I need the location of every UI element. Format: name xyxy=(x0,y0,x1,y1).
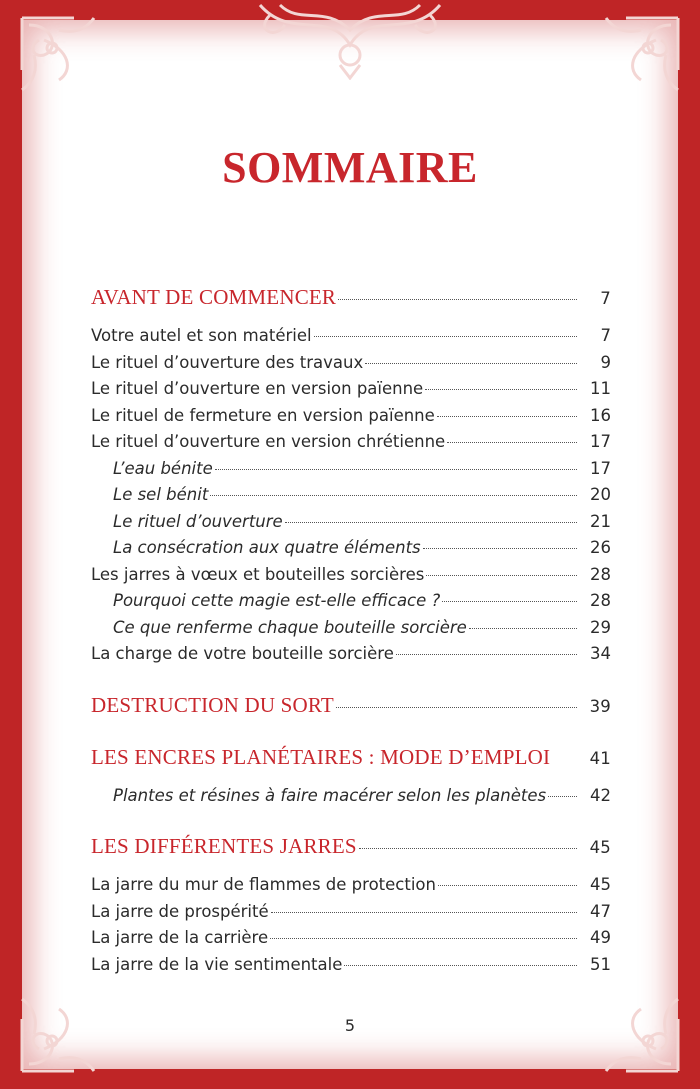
toc-section-encres-planetaires[interactable] xyxy=(91,742,611,772)
top-right-corner-ornament-icon xyxy=(576,10,686,120)
table-of-contents xyxy=(91,282,611,978)
toc-page-number: 26 xyxy=(590,538,611,557)
toc-page-number: 16 xyxy=(590,405,611,425)
toc-page-number: 51 xyxy=(590,954,611,974)
dot-leader xyxy=(314,335,577,337)
toc-page-number: 7 xyxy=(600,326,611,345)
toc-entry-text: Le sel bénit xyxy=(113,485,209,504)
top-left-corner-ornament-icon xyxy=(14,10,124,120)
toc-subentry[interactable] xyxy=(91,482,611,509)
toc-entry[interactable] xyxy=(91,952,611,979)
toc-page-number: 9 xyxy=(600,352,611,372)
toc-entry-text: DESTRUCTION DU SORT xyxy=(91,692,334,717)
toc-entry[interactable] xyxy=(91,403,611,430)
toc-entry-text: La jarre du mur de flammes de protection xyxy=(91,875,436,894)
toc-entry-text: La consécration aux quatre éléments xyxy=(113,538,421,557)
toc-entry[interactable] xyxy=(91,376,611,403)
dot-leader xyxy=(396,653,577,655)
toc-subentry[interactable] xyxy=(91,535,611,562)
toc-page-number: 17 xyxy=(590,432,611,451)
toc-subentry[interactable] xyxy=(91,509,611,536)
toc-entry[interactable] xyxy=(91,350,611,377)
toc-entry[interactable] xyxy=(91,562,611,589)
toc-page-number: 49 xyxy=(590,928,611,947)
toc-entry-text: LES DIFFÉRENTES JARRES xyxy=(91,834,357,858)
toc-entry[interactable] xyxy=(91,872,611,899)
dot-leader xyxy=(447,441,577,443)
toc-subentry[interactable] xyxy=(91,588,611,615)
toc-entry-text: Le rituel d’ouverture des travaux xyxy=(91,352,364,372)
dot-leader xyxy=(336,706,577,708)
toc-entry-text: Plantes et résines à faire macérer selon les planètes xyxy=(113,785,547,805)
dot-leader xyxy=(426,574,577,576)
toc-entry-text: Pourquoi cette magie est-elle efficace ? xyxy=(113,591,441,610)
toc-page-number: 42 xyxy=(590,785,611,805)
toc-entry[interactable] xyxy=(91,641,611,668)
toc-page-number: 45 xyxy=(589,838,611,857)
toc-entry-text: Ce que renferme chaque bouteille sorcière xyxy=(113,617,467,637)
page-number: 5 xyxy=(344,1016,356,1035)
toc-subentry[interactable] xyxy=(91,783,611,810)
toc-entry-text: Les jarres à vœux et bouteilles sorcières xyxy=(91,564,425,584)
dot-leader xyxy=(469,627,577,629)
toc-entry[interactable] xyxy=(91,323,611,350)
toc-entry-text: Votre autel et son matériel xyxy=(91,326,312,345)
toc-subentry[interactable] xyxy=(91,456,611,483)
toc-entry-text: LES ENCRES PLANÉTAIRES : MODE D’EMPLOI xyxy=(91,744,551,769)
toc-page-number: 28 xyxy=(590,564,611,584)
dot-leader xyxy=(365,362,577,364)
toc-page-number: 39 xyxy=(589,696,611,716)
toc-entry-text: AVANT DE COMMENCER xyxy=(91,285,337,309)
toc-entry-text: La jarre de prospérité xyxy=(91,901,269,921)
dot-leader xyxy=(344,964,577,966)
dot-leader xyxy=(423,547,577,549)
toc-entry[interactable] xyxy=(91,429,611,456)
toc-entry-text: La jarre de la vie sentimentale xyxy=(91,954,343,974)
toc-entry-text: Le rituel d’ouverture xyxy=(113,511,283,531)
toc-page-number: 34 xyxy=(590,644,611,663)
dot-leader xyxy=(442,600,577,602)
dot-leader xyxy=(359,847,577,849)
dot-leader xyxy=(338,298,577,300)
dot-leader xyxy=(438,884,577,886)
toc-entry-text: La jarre de la carrière xyxy=(91,928,269,947)
toc-page-number: 21 xyxy=(590,511,611,531)
dot-leader xyxy=(271,911,577,913)
toc-section-avant-de-commencer[interactable] xyxy=(91,282,611,312)
toc-page-number: 45 xyxy=(590,875,611,894)
toc-page-number: 7 xyxy=(600,289,611,308)
toc-page-number: 20 xyxy=(590,485,611,504)
dot-leader xyxy=(425,388,577,390)
dot-leader xyxy=(215,468,577,470)
toc-entry[interactable] xyxy=(91,925,611,952)
toc-entry-text: La charge de votre bouteille sorcière xyxy=(91,644,394,663)
toc-page-number: 11 xyxy=(590,379,611,398)
toc-entry-text: Le rituel d’ouverture en version chrétienne xyxy=(91,432,446,451)
toc-page-number: 17 xyxy=(590,458,611,478)
toc-entry-text: L’eau bénite xyxy=(113,458,213,478)
dot-leader xyxy=(270,937,577,939)
toc-entry-text: Le rituel d’ouverture en version païenne xyxy=(91,379,424,398)
dot-leader xyxy=(437,415,577,417)
toc-section-destruction-du-sort[interactable] xyxy=(91,690,611,720)
toc-section-differentes-jarres[interactable] xyxy=(91,831,611,861)
toc-page-number: 47 xyxy=(590,901,611,921)
dot-leader xyxy=(548,795,577,797)
toc-entry-text: Le rituel de fermeture en version païenne xyxy=(91,405,435,425)
toc-page-number: 28 xyxy=(590,591,611,610)
dot-leader xyxy=(210,494,577,496)
toc-page-number: 41 xyxy=(589,748,611,768)
dot-leader xyxy=(285,521,577,523)
page-title: SOMMAIRE xyxy=(222,143,478,192)
toc-subentry[interactable] xyxy=(91,615,611,642)
toc-page-number: 29 xyxy=(590,617,611,637)
toc-entry[interactable] xyxy=(91,899,611,926)
top-center-ornament-icon xyxy=(250,0,450,80)
